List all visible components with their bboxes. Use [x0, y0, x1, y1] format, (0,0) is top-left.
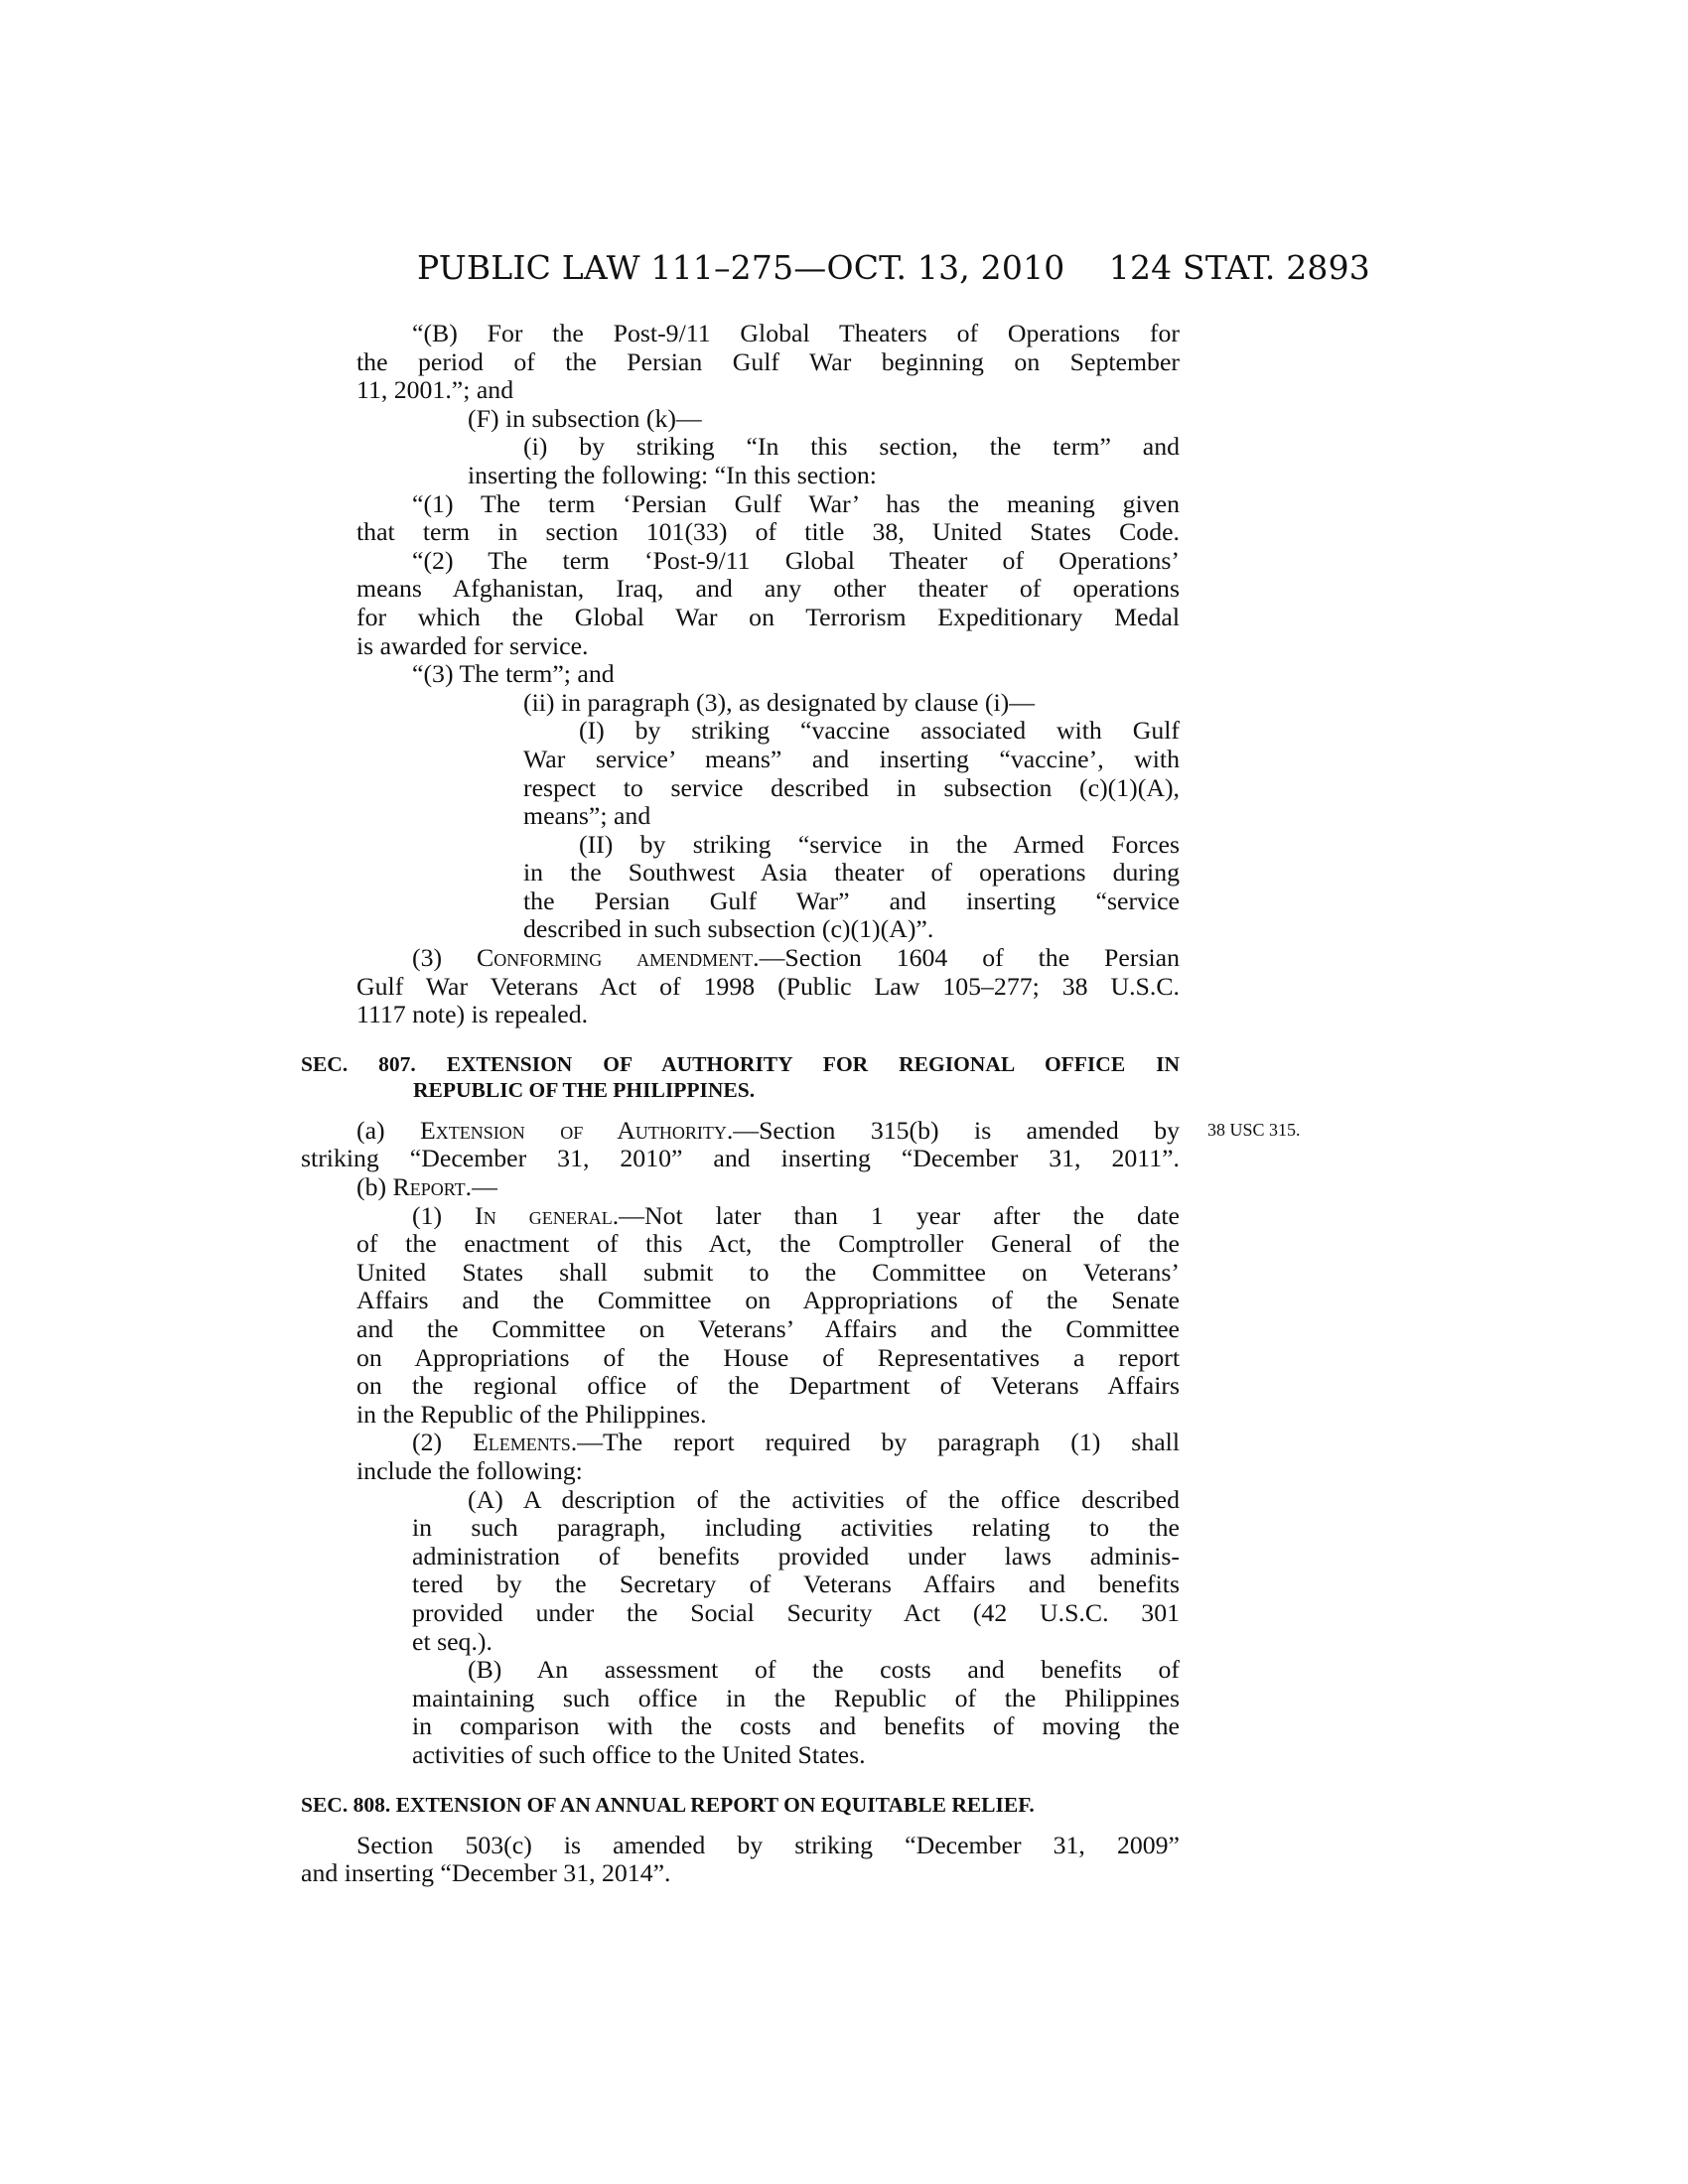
text-line: “(1) The term ‘Persian Gulf War’ has the meaning given [412, 488, 1180, 518]
paragraph-text: .—Not later than 1 year after the date [612, 1200, 1181, 1230]
paragraph-number: (2) [412, 1428, 474, 1457]
text-line: and the Committee on Veterans’ Affairs and the Committee [356, 1314, 1180, 1343]
text-line: in the Southwest Asia theater of operations during [523, 858, 1180, 887]
text-line: in such paragraph, including activities relating to the [412, 1513, 1180, 1543]
text-line [356, 944, 1180, 973]
subsection-heading: Report [392, 1172, 466, 1202]
text-line: (F) in subsection (k)— [468, 403, 702, 433]
running-head-citation: PUBLIC LAW 111–275—OCT. 13, 2010 [417, 248, 1065, 287]
text-line: Affairs and the Committee on Appropriations of the Senate [356, 1286, 1180, 1315]
text-line: Section 503(c) is amended by striking “December 31, 2009” [356, 1830, 1180, 1859]
text-line: for which the Global War on Terrorism Expeditionary Medal [356, 602, 1180, 631]
text-line: described in such subsection (c)(1)(A)”. [523, 914, 934, 944]
subsection-text: .—Section 315(b) is amended by [726, 1115, 1180, 1145]
text-line: include the following: [356, 1455, 583, 1485]
text-line: maintaining such office in the Republic of the Philippines [412, 1683, 1180, 1712]
text-line: of the enactment of this Act, the Comptroller General of the [356, 1229, 1180, 1259]
text-line: in comparison with the costs and benefits of moving the [412, 1711, 1180, 1741]
text-line: is awarded for service. [356, 630, 589, 660]
text-line: “(B) For the Post-9/11 Global Theaters of Operations for [412, 319, 1180, 347]
document-body [301, 320, 1180, 1888]
paragraph-number: (3) [412, 943, 478, 973]
text-line: “(3) The term”; and [412, 659, 615, 689]
text-line: 11, 2001.”; and [356, 375, 514, 405]
text-line: in the Republic of the Philippines. [356, 1399, 707, 1429]
text-line: respect to service described in subsection (c)(1)(A), [523, 772, 1180, 802]
section-heading-807-cont: REPUBLIC OF THE PHILIPPINES. [413, 1077, 756, 1102]
text-line: striking “December 31, 2010” and inserting “December 31, 2011”. [301, 1144, 1180, 1173]
text-line: inserting the following: “In this section: [468, 460, 877, 489]
text-line [301, 1173, 1180, 1202]
text-line: “(2) The term ‘Post-9/11 Global Theater of Operations’ [412, 545, 1180, 575]
section-heading-807: SEC. 807. EXTENSION OF AUTHORITY FOR REGIONAL OFFICE IN [301, 1051, 1180, 1076]
text-line [301, 1117, 1180, 1146]
paragraph-heading: Elements [473, 1428, 571, 1457]
subsection-heading: Extension of Authority [420, 1115, 727, 1145]
text-line: (II) by striking “service in the Armed Forces [579, 829, 1180, 859]
text-line [356, 1429, 1180, 1457]
text-line [356, 1202, 1180, 1231]
text-line: 1117 note) is repealed. [356, 1000, 589, 1029]
subsection-number: (a) [356, 1115, 421, 1145]
text-line: (A) A description of the activities of the office described [468, 1484, 1180, 1514]
text-line: on the regional office of the Department of Veterans Affairs [356, 1371, 1180, 1401]
text-line: (I) by striking “vaccine associated with Gulf [579, 716, 1180, 746]
text-line: War service’ means” and inserting “vaccine’, with [523, 744, 1180, 773]
paragraph-text: .—The report required by paragraph (1) shall [570, 1428, 1180, 1457]
text-line: means Afghanistan, Iraq, and any other theater of operations [356, 574, 1180, 604]
section-heading-808: SEC. 808. EXTENSION OF AN ANNUAL REPORT ON EQUITABLE RELIEF. [301, 1792, 1035, 1817]
text-line: provided under the Social Security Act (42 U.S.C. 301 [412, 1597, 1180, 1627]
text-line: means”; and [523, 801, 651, 831]
paragraph-number: (1) [412, 1200, 476, 1230]
text-line: (B) An assessment of the costs and benefits of [468, 1655, 1180, 1685]
subsection-number: (b) [356, 1172, 393, 1202]
text-line: on Appropriations of the House of Representatives a report [356, 1342, 1180, 1372]
text-line: the period of the Persian Gulf War beginning on September [356, 346, 1180, 376]
text-line: Gulf War Veterans Act of 1998 (Public Law 105–277; 38 U.S.C. [356, 971, 1180, 1001]
text-line: the Persian Gulf War” and inserting “service [523, 886, 1180, 915]
text-line: tered by the Secretary of Veterans Affairs and benefits [412, 1570, 1180, 1599]
page-header [417, 248, 1370, 288]
paragraph-text: .—Section 1604 of the Persian [753, 943, 1181, 973]
text-line: (ii) in paragraph (3), as designated by clause (i)— [523, 687, 1036, 717]
text-line: administration of benefits provided under laws adminis- [412, 1541, 1180, 1570]
paragraph-heading: In general [475, 1200, 613, 1230]
paragraph-heading: Conforming amendment [477, 943, 754, 973]
text-line: and inserting “December 31, 2014”. [301, 1858, 671, 1888]
text-line: United States shall submit to the Committee on Veterans’ [356, 1257, 1180, 1287]
subsection-text: .— [465, 1172, 497, 1202]
text-line: (i) by striking “In this section, the term” and [523, 432, 1180, 462]
margin-note-usc: 38 USC 315. [1207, 1120, 1301, 1140]
text-line: et seq.). [412, 1626, 492, 1656]
text-line: activities of such office to the United States. [412, 1739, 866, 1769]
statute-page-number: 124 STAT. 2893 [1108, 248, 1370, 287]
text-line: that term in section 101(33) of title 38, United States Code. [356, 517, 1180, 547]
